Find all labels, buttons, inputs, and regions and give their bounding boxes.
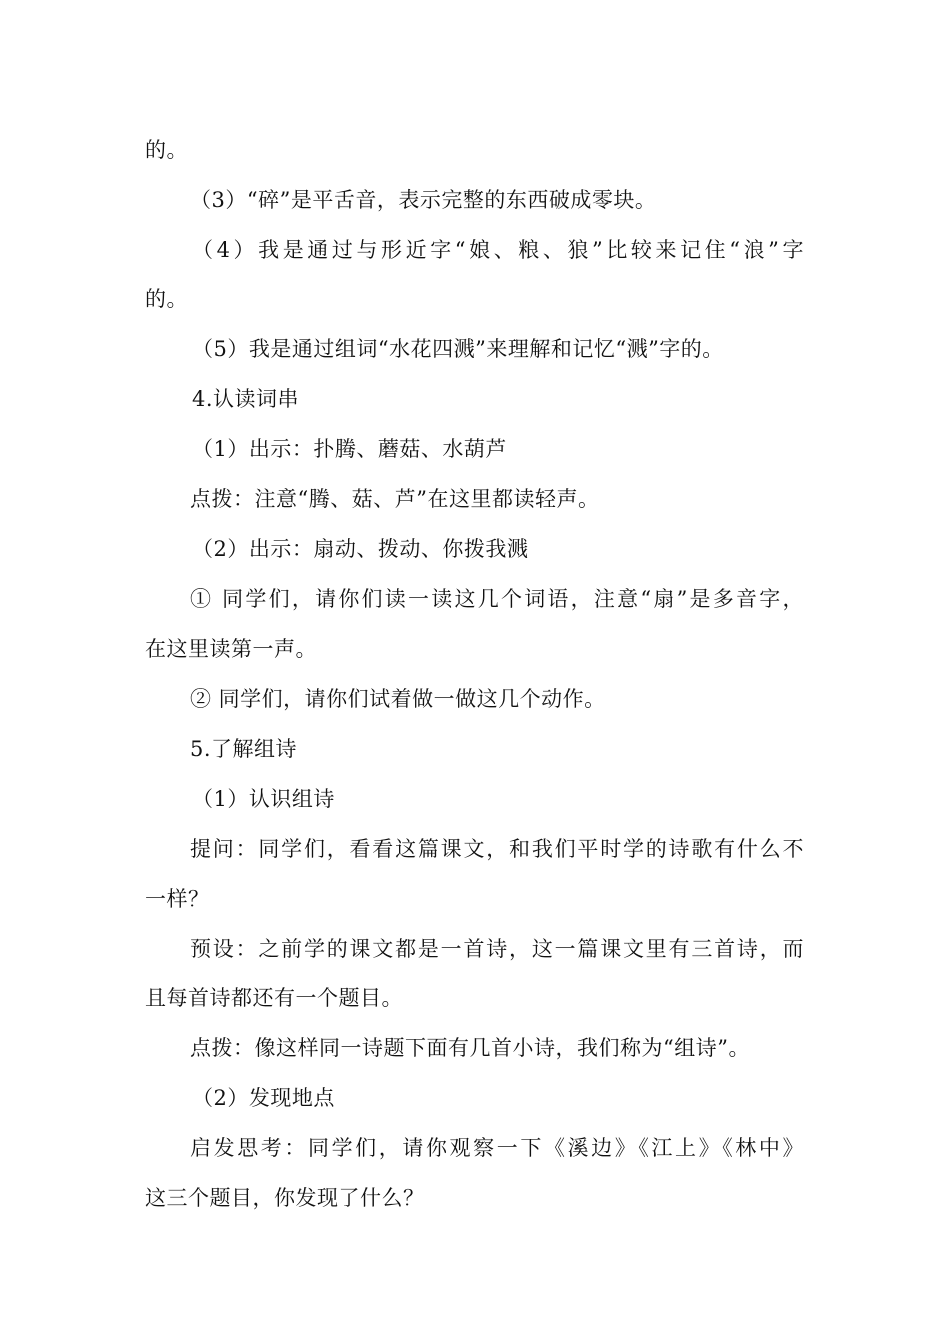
section-heading: 5.了解组诗 <box>190 737 298 761</box>
text-line: （4）我是通过与形近字“娘、粮、狼”比较来记住“浪”字 <box>192 238 804 262</box>
text-line: 点拨：像这样同一诗题下面有几首小诗，我们称为“组诗”。 <box>190 1036 750 1060</box>
text-line: 一样？ <box>145 887 210 911</box>
text-line: 且每首诗都还有一个题目。 <box>145 986 403 1010</box>
text-line: 的。 <box>145 138 188 162</box>
text-line: 预设：之前学的课文都是一首诗，这一篇课文里有三首诗，而 <box>190 937 804 961</box>
text-line: 点拨：注意“腾、菇、芦”在这里都读轻声。 <box>190 487 600 511</box>
text-line: （1）出示：扑腾、蘑菇、水葫芦 <box>192 437 507 461</box>
text-line: （3）“碎”是平舌音，表示完整的东西破成零块。 <box>190 188 657 212</box>
text-line: 启发思考：同学们，请你观察一下《溪边》《江上》《林中》 <box>190 1136 804 1160</box>
text-line: 提问：同学们，看看这篇课文，和我们平时学的诗歌有什么不 <box>190 837 804 861</box>
text-line: （2）出示：扇动、拨动、你拨我溅 <box>192 537 529 561</box>
section-heading: 4.认读词串 <box>192 387 300 411</box>
text-line: （1）认识组诗 <box>192 787 335 811</box>
text-line: 的。 <box>145 287 188 311</box>
text-line: ② 同学们，请你们试着做一做这几个动作。 <box>190 687 606 711</box>
text-line: 这三个题目，你发现了什么？ <box>145 1186 425 1210</box>
text-line: （2）发现地点 <box>192 1086 335 1110</box>
text-line: （5）我是通过组词“水花四溅”来理解和记忆“溅”字的。 <box>192 337 724 361</box>
text-line: ① 同学们，请你们读一读这几个词语，注意“扇”是多音字， <box>190 587 804 611</box>
text-line: 在这里读第一声。 <box>145 637 317 661</box>
